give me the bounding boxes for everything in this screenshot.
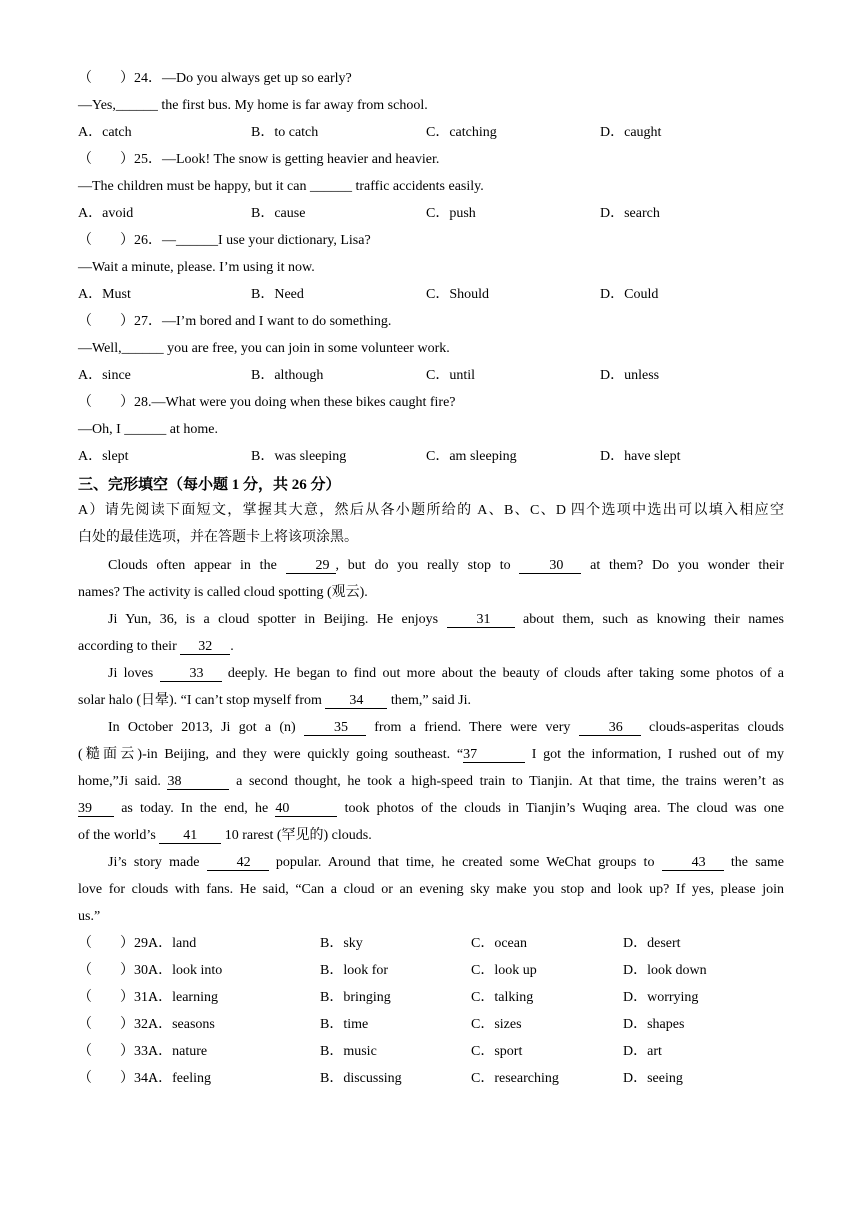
blank-40[interactable]: 40 <box>275 801 337 817</box>
option-a[interactable]: A．feeling <box>148 1071 211 1086</box>
blank-32[interactable]: 32 <box>180 639 230 655</box>
option-a[interactable]: A．look into <box>148 963 223 978</box>
blank-43[interactable]: 43 <box>662 855 724 871</box>
question-24-stem: （ ）24．—Do you always get up so early? <box>78 71 352 86</box>
blank-39[interactable]: 39 <box>78 801 114 817</box>
option-a[interactable]: A．Must <box>78 287 131 302</box>
option-a[interactable]: A．learning <box>148 990 218 1005</box>
option-b[interactable]: B．time <box>320 1017 369 1032</box>
question-26-stem: （ ）26．—______I use your dictionary, Lisa? <box>78 233 371 248</box>
option-c[interactable]: C．researching <box>471 1071 559 1086</box>
option-a[interactable]: A．since <box>78 368 131 383</box>
blank-36[interactable]: 36 <box>579 720 641 736</box>
blank-38[interactable]: 38 <box>167 774 229 790</box>
option-d[interactable]: D．desert <box>623 936 681 951</box>
option-b[interactable]: B．look for <box>320 963 389 978</box>
option-c[interactable]: C．am sleeping <box>426 449 517 464</box>
passage-line: solar halo (日晕). “I can’t stop myself from 34 them,” said Ji. <box>78 693 472 708</box>
section-instructions: A）请先阅读下面短文，掌握其大意，然后从各小题所给的 A、B、C、D 四个选项中选出可以填入相应空 <box>78 503 784 518</box>
option-b[interactable]: B．sky <box>320 936 363 951</box>
passage-line: us.” <box>78 909 101 924</box>
passage-line: Ji’s story made 42 popular. Around that time, he created some WeChat groups to 43 the same <box>108 855 784 870</box>
option-d[interactable]: D．unless <box>600 368 660 383</box>
passage-line: Ji Yun, 36, is a cloud spotter in Beijing. He enjoys 31 about them, such as knowing their names <box>108 612 784 627</box>
option-d[interactable]: D．shapes <box>623 1017 685 1032</box>
option-c[interactable]: C．push <box>426 206 476 221</box>
option-a[interactable]: A．land <box>148 936 197 951</box>
option-c[interactable]: C．until <box>426 368 476 383</box>
question-24-dialog: —Yes,______ the first bus. My home is far away from school. <box>78 98 428 113</box>
option-b[interactable]: B．to catch <box>251 125 319 140</box>
option-b[interactable]: B．discussing <box>320 1071 402 1086</box>
option-d[interactable]: D．search <box>600 206 660 221</box>
option-b[interactable]: B．although <box>251 368 324 383</box>
blank-33[interactable]: 33 <box>160 666 222 682</box>
blank-30[interactable]: 30 <box>519 558 581 574</box>
option-a[interactable]: A．avoid <box>78 206 134 221</box>
option-b[interactable]: B．cause <box>251 206 306 221</box>
option-b[interactable]: B．Need <box>251 287 304 302</box>
question-24-options <box>78 123 784 143</box>
option-c[interactable]: C．look up <box>471 963 537 978</box>
blank-29[interactable]: 29 <box>286 558 336 574</box>
passage-line: (糙面云)-in Beijing, and they were quickly going southeast. “37 I got the information, I rushed out of my <box>78 747 784 762</box>
cloze-question-30: （ ）30． A．look into B．look for C．look up D．look down <box>78 961 784 981</box>
option-c[interactable]: C．talking <box>471 990 534 1005</box>
passage-line: of the world’s 41 10 rarest (罕见的) clouds. <box>78 828 372 843</box>
option-d[interactable]: D．look down <box>623 963 707 978</box>
passage-line: names? The activity is called cloud spotting (观云). <box>78 585 368 600</box>
blank-41[interactable]: 41 <box>159 828 221 844</box>
passage-line: according to their 32 . <box>78 639 234 654</box>
option-d[interactable]: D．art <box>623 1044 662 1059</box>
question-25-options <box>78 204 784 224</box>
question-27-stem: （ ）27．—I’m bored and I want to do something. <box>78 314 392 329</box>
cloze-question-33: （ ）33． A．nature B．music C．sport D．art <box>78 1042 784 1062</box>
cloze-question-31: （ ）31． A．learning B．bringing C．talking D．worrying <box>78 988 784 1008</box>
option-c[interactable]: C．catching <box>426 125 497 140</box>
option-d[interactable]: D．caught <box>600 125 662 140</box>
passage-line: Clouds often appear in the 29 , but do you really stop to 30 at them? Do you wonder their <box>108 558 784 573</box>
option-a[interactable]: A．seasons <box>148 1017 215 1032</box>
question-28-dialog: —Oh, I ______ at home. <box>78 422 218 437</box>
question-26-dialog: —Wait a minute, please. I’m using it now. <box>78 260 315 275</box>
cloze-question-32: （ ）32． A．seasons B．time C．sizes D．shapes <box>78 1015 784 1035</box>
cloze-question-34: （ ）34． A．feeling B．discussing C．researching D．seeing <box>78 1069 784 1089</box>
passage-line: home,”Ji said. 38 a second thought, he took a high-speed train to Tianjin. At that time, the trains weren’t as <box>78 774 784 789</box>
passage-line: Ji loves 33 deeply. He began to find out more about the beauty of clouds after taking some photos of a <box>108 666 784 681</box>
option-a[interactable]: A．catch <box>78 125 132 140</box>
passage-line: 39 as today. In the end, he 40 took photos of the clouds in Tianjin’s Wuqing area. The cloud was one <box>78 801 784 816</box>
blank-37[interactable]: 37 <box>463 747 525 763</box>
option-c[interactable]: C．ocean <box>471 936 527 951</box>
blank-34[interactable]: 34 <box>325 693 387 709</box>
option-b[interactable]: B．music <box>320 1044 377 1059</box>
option-b[interactable]: B．was sleeping <box>251 449 347 464</box>
cloze-question-29: （ ）29． A．land B．sky C．ocean D．desert <box>78 934 784 954</box>
question-27-dialog: —Well,______ you are free, you can join in some volunteer work. <box>78 341 450 356</box>
blank-42[interactable]: 42 <box>207 855 269 871</box>
option-a[interactable]: A．slept <box>78 449 129 464</box>
option-c[interactable]: C．sport <box>471 1044 523 1059</box>
option-d[interactable]: D．seeing <box>623 1071 683 1086</box>
blank-35[interactable]: 35 <box>304 720 366 736</box>
section-title: 三、完形填空（每小题 1 分，共 26 分） <box>78 477 341 493</box>
option-d[interactable]: D．have slept <box>600 449 681 464</box>
blank-31[interactable]: 31 <box>447 612 515 628</box>
question-28-stem: （ ）28.—What were you doing when these bikes caught fire? <box>78 395 456 410</box>
option-b[interactable]: B．bringing <box>320 990 391 1005</box>
option-c[interactable]: C．Should <box>426 287 490 302</box>
question-26-options <box>78 285 784 305</box>
passage-line: In October 2013, Ji got a (n) 35 from a friend. There were very 36 clouds-asperitas clouds <box>108 720 784 735</box>
option-d[interactable]: D．worrying <box>623 990 699 1005</box>
section-instructions-cont: 白处的最佳选项，并在答题卡上将该项涂黑。 <box>78 530 358 545</box>
question-25-stem: （ ）25．—Look! The snow is getting heavier and heavier. <box>78 152 440 167</box>
question-28-options <box>78 447 784 467</box>
option-a[interactable]: A．nature <box>148 1044 208 1059</box>
passage-line: love for clouds with fans. He said, “Can a cloud or an evening sky make you stop and look up? If yes, please join <box>78 882 784 897</box>
option-c[interactable]: C．sizes <box>471 1017 522 1032</box>
option-d[interactable]: D．Could <box>600 287 659 302</box>
question-25-dialog: —The children must be happy, but it can ______ traffic accidents easily. <box>78 179 484 194</box>
question-27-options <box>78 366 784 386</box>
